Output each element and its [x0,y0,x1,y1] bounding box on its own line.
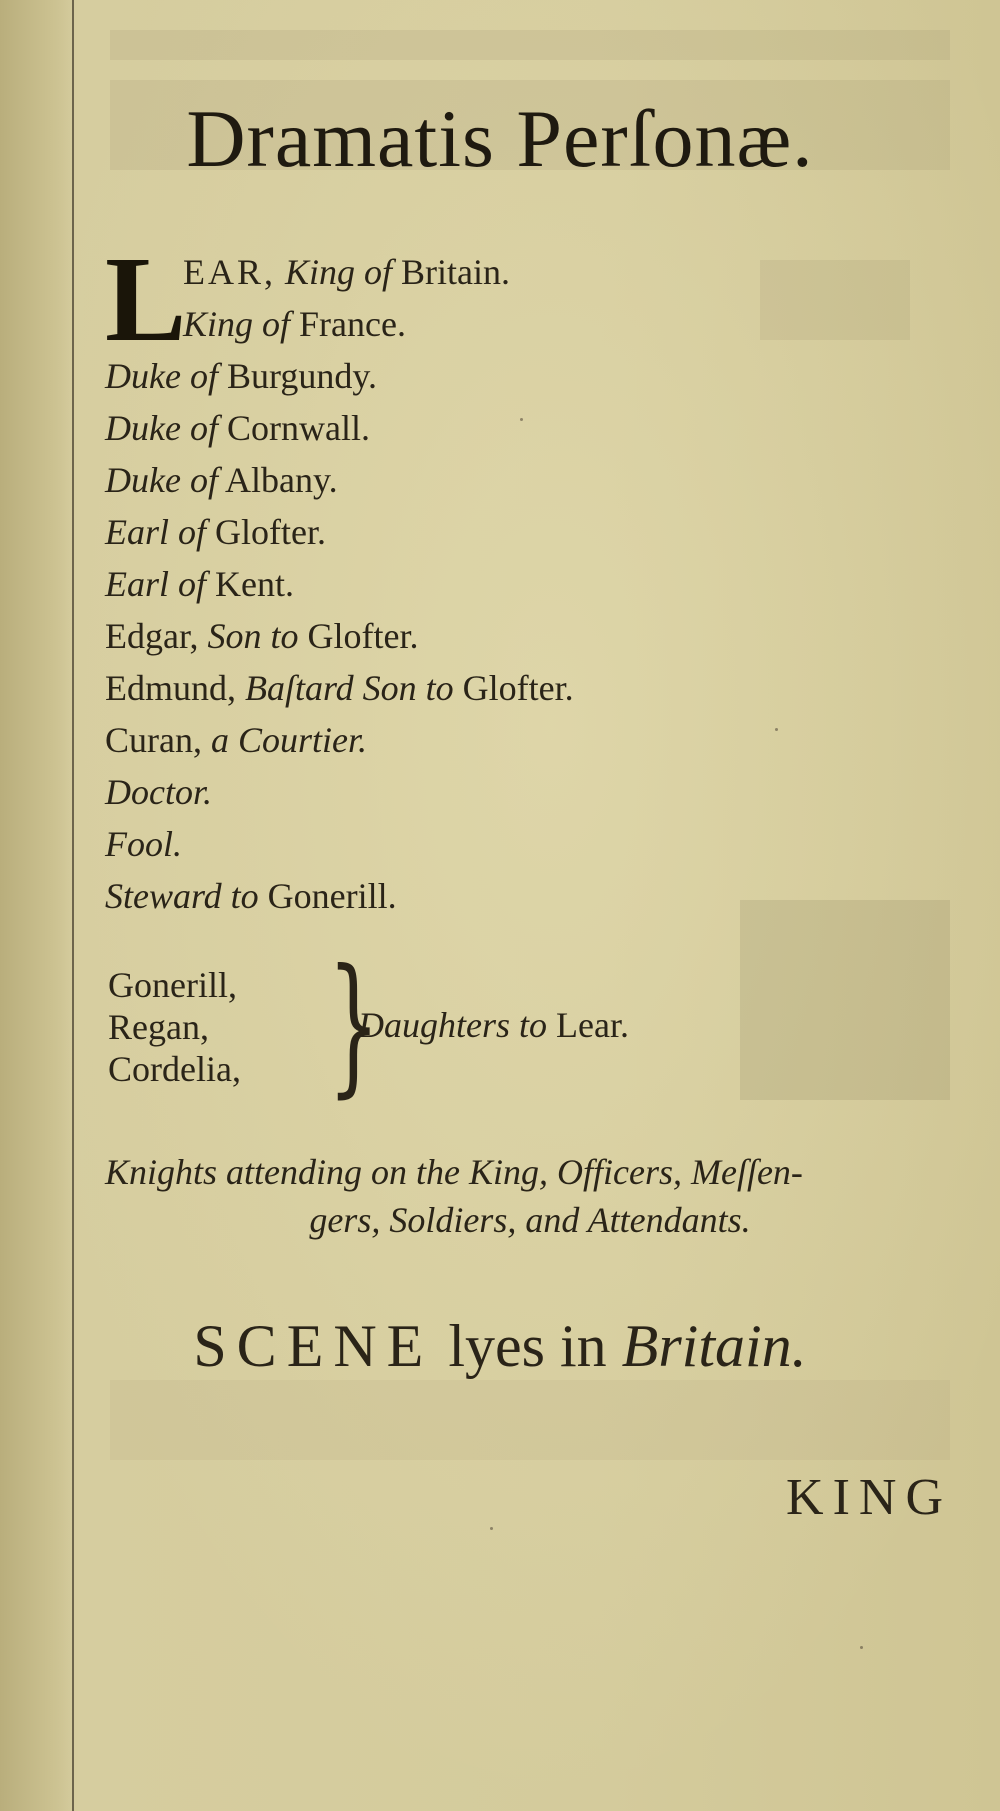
france-place: France. [299,304,406,344]
curan-name: Curan, [105,720,202,760]
cast-row-edmund [105,662,945,714]
france-role: King of [183,304,291,344]
daughter-name: Regan, [108,1007,209,1047]
page-title: Dramatis Perſonæ. [186,93,814,184]
cast-row-france [105,298,945,350]
lear-role: King of [285,252,393,292]
kent-place: Kent. [215,564,294,604]
daughter-names [108,964,241,1090]
scene-word: SCENE [193,1313,434,1379]
catchword: KING [786,1469,952,1526]
daughters-group [108,938,908,1112]
daughter-name: Gonerill, [108,965,237,1005]
edmund-name: Edmund, [105,668,236,708]
ink-speck [860,1646,863,1649]
edmund-role: Baſtard Son to [245,668,454,708]
attendants-line-1: Knights attending on the King, Officers, Meſſen- [105,1152,803,1192]
ink-speck [520,418,523,421]
cast-row-lear [105,246,945,298]
daughters-father: Lear. [556,1005,629,1045]
edgar-role: Son to [207,616,299,656]
fool-role: Fool. [105,824,182,864]
steward-of: Gonerill. [267,876,397,916]
gloster-place: Glofter. [215,512,326,552]
scene-line [0,1312,1000,1381]
albany-place: Albany. [224,460,338,500]
scene-place: Britain. [621,1313,807,1379]
lear-name: EAR, [183,252,276,292]
edmund-of: Glofter. [462,668,574,708]
cornwall-role: Duke of [105,408,218,448]
burgundy-place: Burgundy. [226,356,377,396]
show-through [110,30,950,60]
brace-symbol: } [327,938,380,1112]
edgar-name: Edgar, [105,616,199,656]
page-gutter [0,0,74,1811]
cast-row-curan [105,714,945,766]
cast-row-fool [105,818,945,870]
ink-speck [490,1527,493,1530]
daughter-name: Cordelia, [108,1049,241,1089]
burgundy-role: Duke of [105,356,218,396]
daughters-label [358,1004,629,1046]
edgar-of: Glofter. [307,616,419,656]
cast-list [105,232,945,922]
show-through [110,1380,950,1460]
gutter-line [72,0,74,1811]
curan-role: a Courtier. [210,720,368,760]
cast-row-steward [105,870,945,922]
daughters-role: Daughters to [358,1005,547,1045]
steward-role: Steward to [105,876,259,916]
attendants-line-2: gers, Soldiers, and Attendants. [309,1200,751,1240]
cast-row-gloster [105,506,945,558]
drop-cap: L [105,232,187,367]
albany-role: Duke of [105,460,218,500]
cast-row-albany [105,454,945,506]
attendants-note [105,1148,955,1244]
lear-place: Britain. [401,252,510,292]
doctor-role: Doctor. [105,772,212,812]
kent-role: Earl of [105,564,207,604]
cast-row-doctor [105,766,945,818]
cast-row-kent [105,558,945,610]
ink-speck [775,728,778,731]
cast-row-burgundy [105,350,945,402]
cast-row-cornwall [105,402,945,454]
cast-row-edgar [105,610,945,662]
scene-lyes: lyes in [448,1313,607,1379]
gloster-role: Earl of [105,512,207,552]
cornwall-place: Cornwall. [226,408,370,448]
